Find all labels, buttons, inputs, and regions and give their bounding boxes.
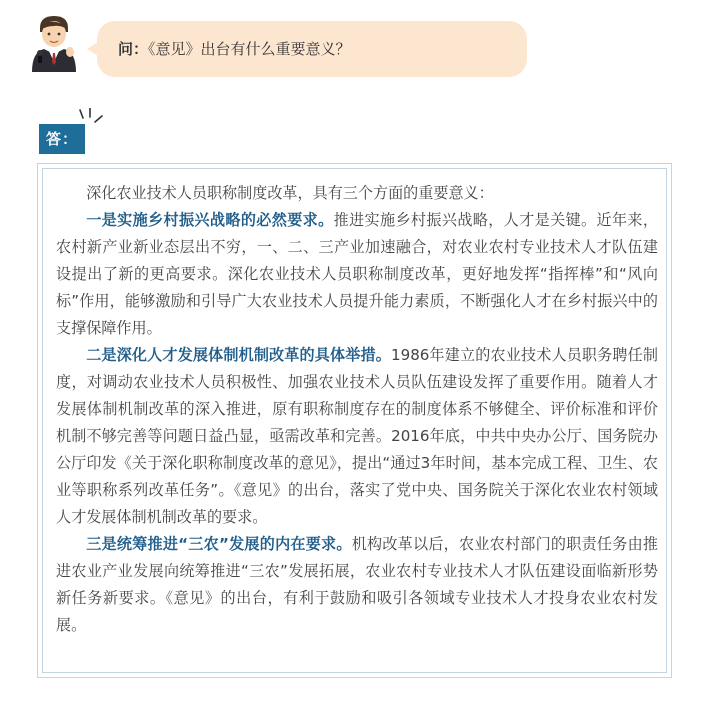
person-avatar-icon bbox=[26, 14, 82, 72]
question-text: 《意见》出台有什么重要意义？ bbox=[148, 40, 351, 58]
answer-content bbox=[56, 180, 658, 639]
paragraph-2-body: 1986年建立的农业技术人员职务聘任制度，对调动农业技术人员积极性、加强农业技术人员队伍建设发挥了重要作用。随着人才发展体制机制改革的深入推进，原有职称制度存在的制度体系不够健全、评价标准和评价机制不够完善等问题日益凸显，亟需改革和完善。2016年底，中共中央办公厅、国务院办公厅印发《关于深化职称制度改革的意见》，提出“通过3年时间，基本完成工程、卫生、农业等职称系列改革任务”。《意见》的出台，落实了党中央、国务院关于深化农业农村领域人才发展体制机制改革的要求。 bbox=[56, 346, 658, 526]
paragraph-1-heading: 一是实施乡村振兴战略的必然要求。 bbox=[86, 211, 334, 229]
intro-paragraph: 深化农业技术人员职称制度改革，具有三个方面的重要意义： bbox=[86, 184, 494, 202]
paragraph-3-body: 机构改革以后，农业农村部门的职责任务由推进农业产业发展向统筹推进“三农”发展拓展，农业农村专业技术人才队伍建设面临新形势新任务新要求。《意见》的出台，有利于鼓励和吸引各领域专业技术人才投身农业农村发展。 bbox=[56, 535, 658, 634]
paragraph-3 bbox=[56, 531, 658, 639]
paragraph-2-heading: 二是深化人才发展体制机制改革的具体举措。 bbox=[86, 346, 391, 364]
paragraph-1-body: 推进实施乡村振兴战略，人才是关键。近年来，农村新产业新业态层出不穷，一、二、三产业加速融合，对农业农村专业技术人才队伍建设提出了新的更高要求。深化农业技术人员职称制度改革，更好地发挥“指挥棒”和“风向标”作用，能够激励和引导广大农业技术人员提升能力素质，不断强化人才在乡村振兴中的支撑保障作用。 bbox=[56, 211, 658, 337]
paragraph-2 bbox=[56, 342, 658, 531]
answer-label: 答： bbox=[39, 124, 85, 154]
paragraph-3-heading: 三是统筹推进“三农”发展的内在要求。 bbox=[86, 535, 352, 553]
paragraph-1 bbox=[56, 207, 658, 342]
question-bubble bbox=[97, 21, 527, 77]
question-prefix: 问： bbox=[118, 40, 149, 58]
